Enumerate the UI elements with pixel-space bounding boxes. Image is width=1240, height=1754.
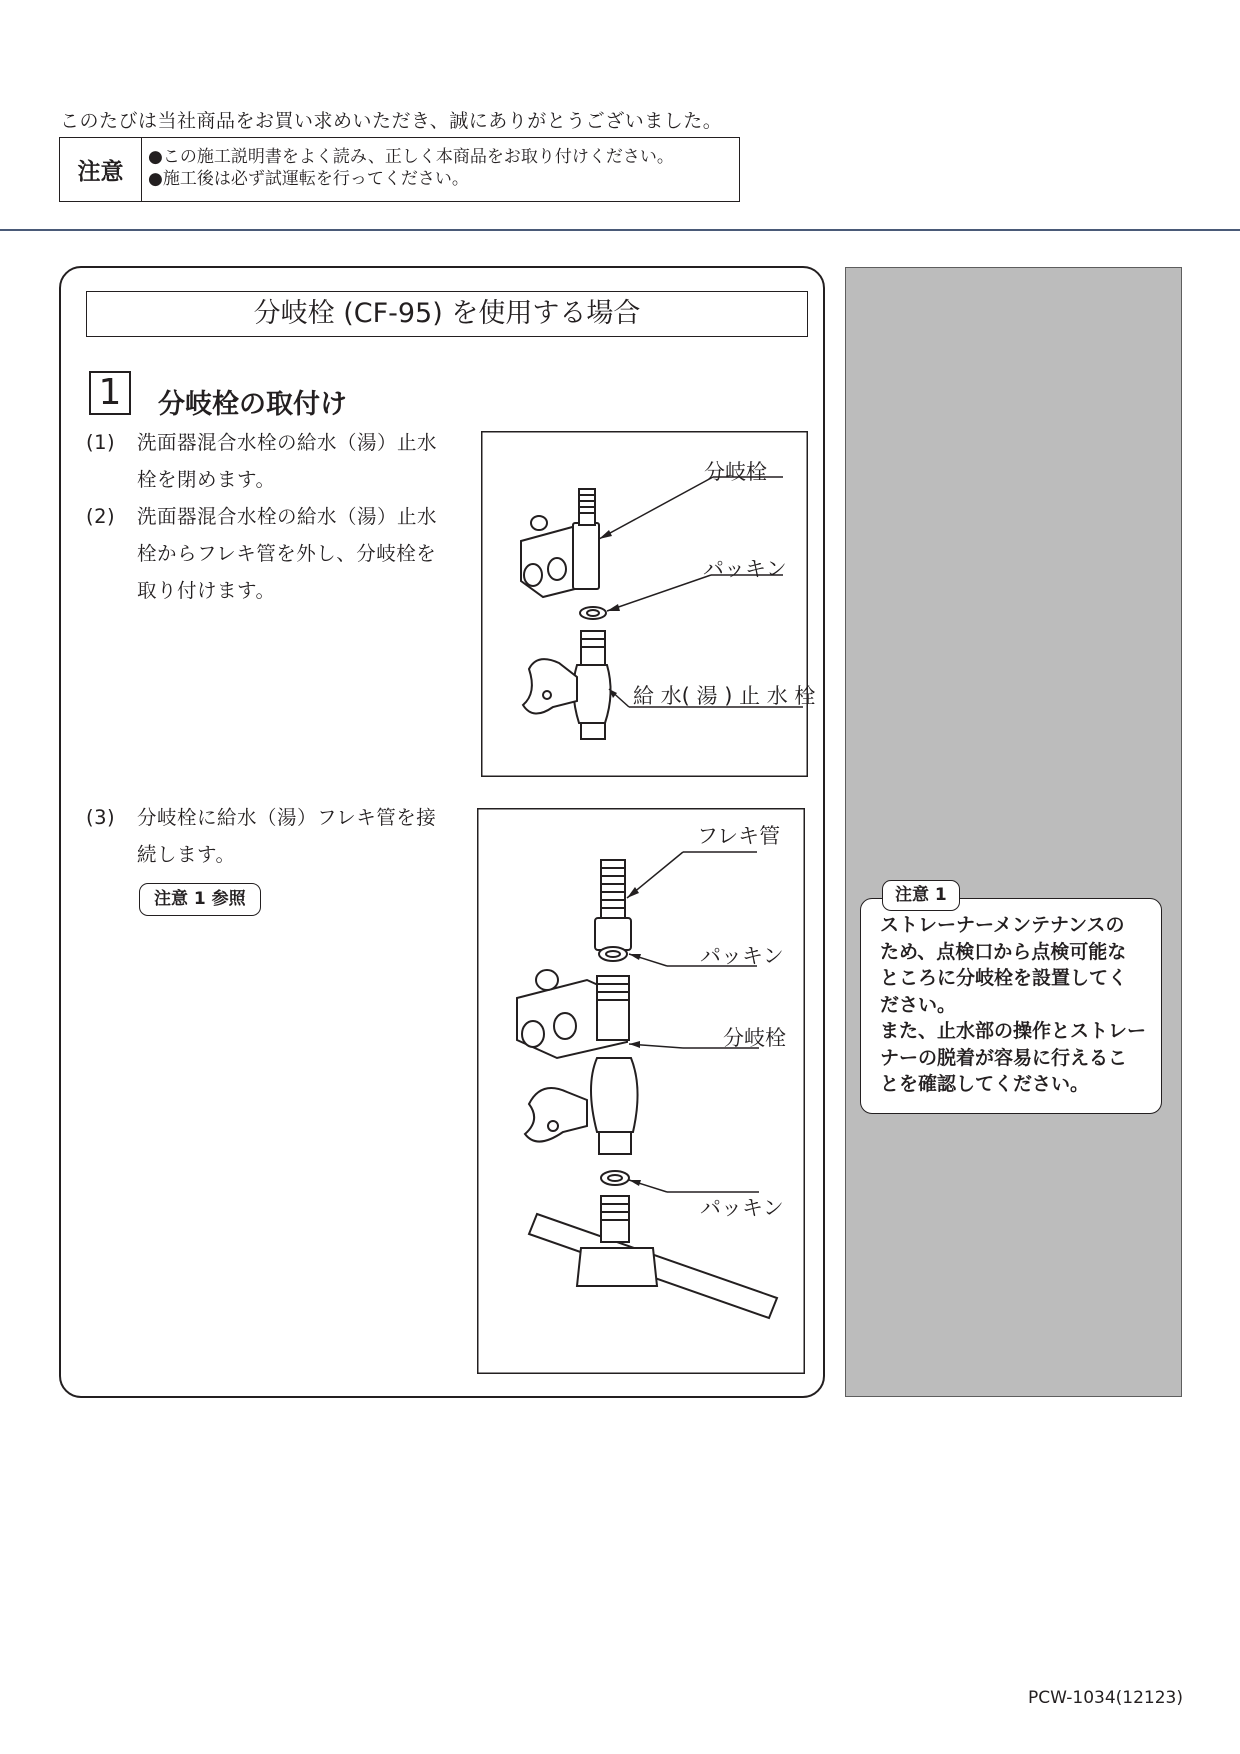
note-line: ところに分岐栓を設置してく [880,967,1128,989]
note-line: とを確認してください。 [880,1073,1090,1095]
caution-line-1: ●この施工説明書をよく読み、正しく本商品をお取り付けください。 [148,147,674,167]
instruction-label: (1) [86,431,116,454]
caution-line-2: ●施工後は必ず試運転を行ってください。 [148,169,469,189]
step-title: 分岐栓の取付け [158,389,347,420]
label-packing-top: パッキン [700,944,784,968]
caution-lines [142,138,674,201]
step-number: 1 [89,371,131,415]
section-title: 分岐栓 (CF-95) を使用する場合 [86,291,808,337]
instruction-text: 洗面器混合水栓の給水（湯）止水栓からフレキ管を外し、分岐栓を取り付けます。 [137,505,438,602]
figure-flex-pipe-connect [477,808,805,1374]
note-text [880,912,1156,1098]
instruction-text: 洗面器混合水栓の給水（湯）止水栓を閉めます。 [137,431,438,491]
figure-branch-valve-install [481,431,816,777]
note-line: また、止水部の操作とストレー [880,1020,1147,1042]
label-branch-valve: 分岐栓 [723,1026,786,1050]
document-code: PCW-1034(12123) [1028,1688,1183,1708]
instruction-label: (2) [86,505,116,528]
note-line: ため、点検口から点検可能な [880,940,1127,963]
label-packing-bottom: パッキン [700,1196,784,1220]
instruction-label: (3) [86,806,116,829]
note-line: ださい。 [880,993,957,1016]
caution-label: 注意 [60,138,142,201]
valve-illustration-2 [477,808,805,1374]
greeting-text: このたびは当社商品をお買い求めいただき、誠にありがとうございました。 [60,110,723,132]
label-branch-valve: 分岐栓 [704,460,767,484]
note-line: ストレーナーメンテナンスの [880,914,1125,936]
instruction-item-3 [86,799,456,873]
instruction-item-2 [86,498,456,609]
label-stop-valve: 給 水( 湯 ) 止 水 栓 [633,684,816,708]
note-tab: 注意 1 [882,880,960,911]
label-packing: パッキン [703,557,787,581]
caution-box [59,137,740,202]
instruction-item-1 [86,424,456,498]
reference-badge: 注意 1 参照 [139,883,261,916]
label-flex-pipe: フレキ管 [697,824,781,848]
instruction-text: 分岐栓に給水（湯）フレキ管を接続します。 [137,806,437,866]
header-divider [0,229,1240,231]
side-panel [845,267,1182,1397]
note-line: ナーの脱着が容易に行えるこ [880,1046,1128,1069]
